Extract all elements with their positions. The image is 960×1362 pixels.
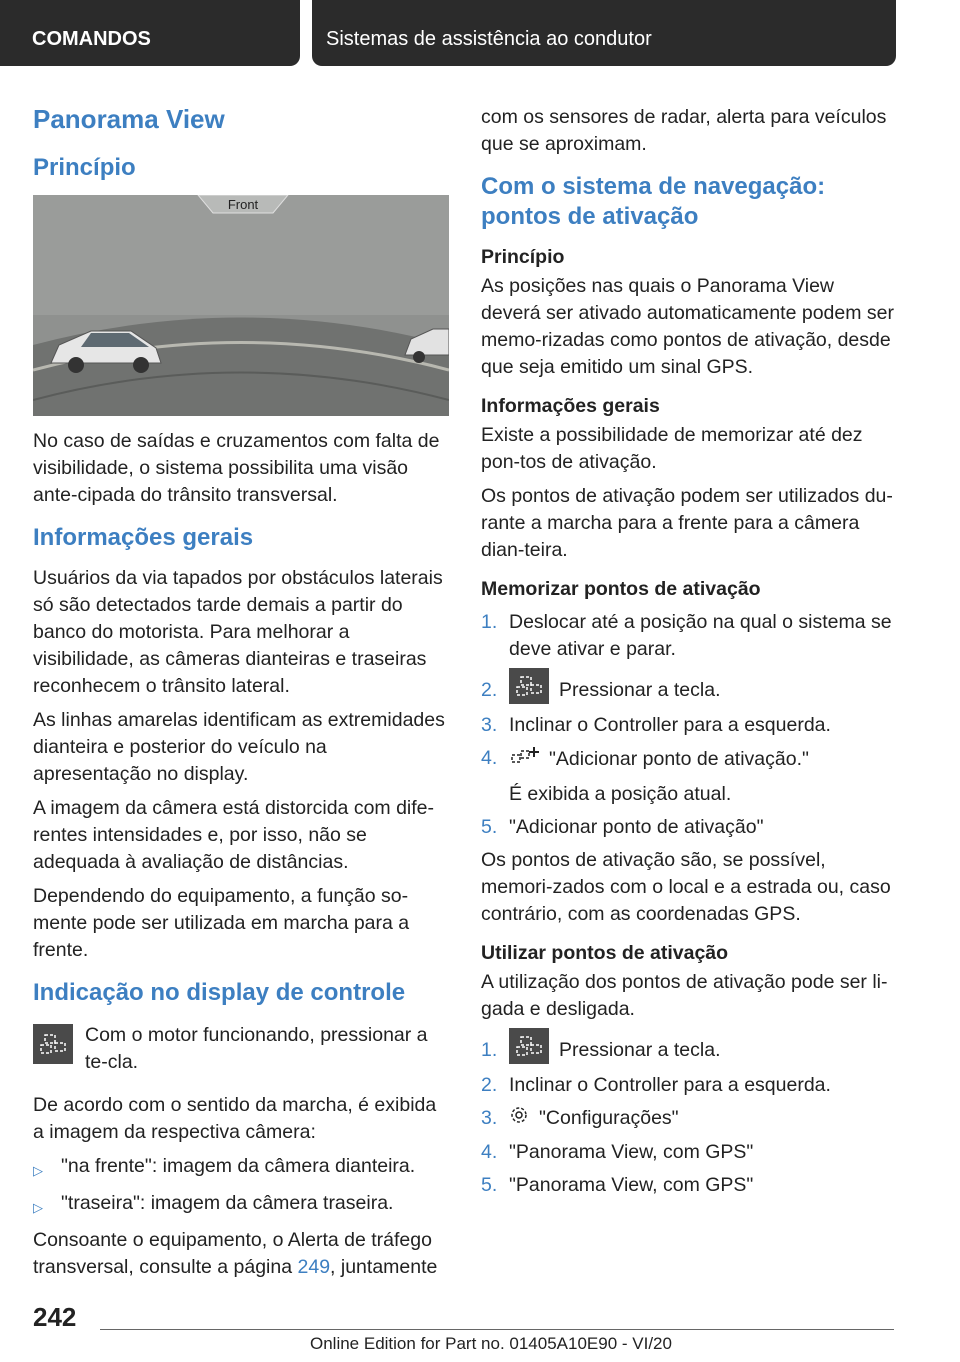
memo-step: 5. "Adicionar ponto de ativação" [481, 816, 764, 838]
paragraph-nav-principio: As posições nas quais o Panorama View deverá ser ativado automaticamente podem ser memo-rizadas como pontos de ativação, desde que seja emitido um sinal GPS. [481, 275, 894, 378]
use-step: 1. Pressionar a tecla. [481, 1037, 897, 1064]
paragraph-continued: com os sensores de radar, alerta para veículos que se aproximam. [481, 106, 887, 155]
subheading-memorize: Memorizar pontos de ativação [481, 578, 761, 600]
heading-navigation: Com o sistema de navegação: pontos de ativação [481, 173, 826, 230]
left-column [33, 100, 449, 1288]
page-link[interactable]: 249 [297, 1256, 331, 1278]
memo-step: 4. "Adicionar ponto de ativação." [481, 745, 897, 775]
gear-icon [509, 1105, 529, 1133]
use-step: 5. "Panorama View, com GPS" [481, 1174, 754, 1196]
memo-step: 1. Deslocar até a posição na qual o sistema se deve ativar e parar. [481, 611, 892, 660]
chapter-title: Sistemas de assistência ao condutor [312, 0, 896, 66]
use-step: 2. Inclinar o Controller para a esquerda. [481, 1074, 831, 1096]
page-number: 242 [33, 1302, 77, 1332]
paragraph-sentido: De acordo com o sentido da marcha, é exibida a imagem da respectiva câmera: [33, 1094, 437, 1143]
camera-key-icon [33, 1024, 73, 1064]
paragraph-nav-info-2: Os pontos de ativação podem ser utilizados du-rante a marcha para a frente para a câmera dian-teira. [481, 485, 893, 561]
bullet-item: ▷ "traseira": imagem da câmera traseira. [33, 1190, 449, 1221]
heading-principio: Princípio [33, 154, 136, 181]
camera-view-image [33, 195, 449, 416]
memo-step: 3. Inclinar o Controller para a esquerda. [481, 714, 831, 736]
heading-info: Informações gerais [33, 524, 254, 551]
front-label: Front [227, 197, 259, 212]
camera-key-icon [509, 668, 549, 704]
paragraph-memo-after: Os pontos de ativação são, se possível, memori-zados com o local e a estrada ou, caso contrário, com as coordenadas GPS. [481, 849, 891, 925]
heading-display: Indicação no display de controle [33, 979, 406, 1006]
memo-step-note: É exibida a posição atual. [509, 783, 732, 805]
triangle-bullet-icon: ▷ [33, 1163, 43, 1178]
key-instruction [33, 1022, 449, 1076]
add-activation-point-icon [509, 745, 539, 775]
triangle-bullet-icon: ▷ [33, 1200, 43, 1215]
paragraph-info-3: A imagem da câmera está distorcida com dife-rentes intensidades e, por isso, não se adequada à avaliação de distâncias. [33, 797, 435, 873]
paragraph-use: A utilização dos pontos de ativação pode ser li-gada e desligada. [481, 971, 888, 1020]
subheading-use: Utilizar pontos de ativação [481, 942, 729, 964]
page-title: Panorama View [33, 104, 225, 134]
subheading-principio: Princípio [481, 246, 565, 268]
section-tab: COMANDOS [0, 0, 300, 66]
footer-edition: Online Edition for Part no. 01405A10E90 - VI/20 [310, 1334, 672, 1353]
subheading-info: Informações gerais [481, 395, 660, 417]
camera-key-icon [509, 1028, 549, 1064]
paragraph-principio: No caso de saídas e cruzamentos com falta de visibilidade, o sistema possibilita uma visão ante-cipada do trânsito transversal. [33, 430, 440, 506]
bullet-item: ▷ "na frente": imagem da câmera dianteira. [33, 1153, 449, 1184]
paragraph-key: Com o motor funcionando, pressionar a te-cla. [85, 1024, 428, 1073]
memo-step: 2. Pressionar a tecla. [481, 677, 897, 704]
paragraph-info-4: Dependendo do equipamento, a função so-mente pode ser utilizada em marcha para a frente. [33, 885, 410, 961]
footer-divider [100, 1329, 894, 1330]
paragraph-consoante: Consoante o equipamento, o Alerta de tráfego transversal, consulte a página 249, juntamente [33, 1229, 438, 1278]
use-step: 4. "Panorama View, com GPS" [481, 1141, 754, 1163]
paragraph-info-2: As linhas amarelas identificam as extremidades dianteira e posterior do veículo na apresentação no display. [33, 709, 445, 785]
page-header [0, 0, 960, 66]
paragraph-nav-info-1: Existe a possibilidade de memorizar até dez pon-tos de ativação. [481, 424, 863, 473]
paragraph-info-1: Usuários da via tapados por obstáculos laterais só são detectados tarde demais a partir do banco do motorista. Para melhorar a visibilidade, as câmeras dianteiras e traseiras reconhecem o trânsito lateral. [33, 567, 443, 697]
use-step: 3. "Configurações" [481, 1105, 897, 1133]
right-column [481, 104, 897, 1205]
panorama-camera-illustration [33, 195, 449, 416]
